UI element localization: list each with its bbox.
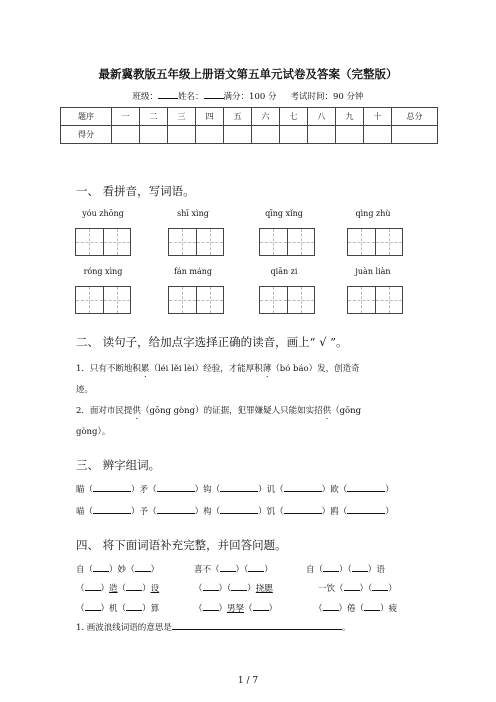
writing-grid[interactable] bbox=[168, 286, 224, 314]
score-cell[interactable] bbox=[140, 126, 168, 144]
char-label: 欧 bbox=[330, 485, 339, 495]
idiom-text: 挠腮 bbox=[255, 584, 273, 594]
question-line bbox=[76, 362, 360, 379]
fill-blank[interactable] bbox=[157, 483, 195, 492]
idiom-text: 一饮 bbox=[318, 584, 336, 594]
section-4-title: 四、 将下面词语补充完整，并回答问题。 bbox=[76, 538, 287, 552]
idiom-item: 自（ ）妙（ ） bbox=[76, 565, 160, 575]
idiom-item: （ ）造（ ）设 bbox=[76, 584, 160, 594]
question-text: （gōng gòng）的证据，犯罪嫌疑人只能如实招 bbox=[140, 406, 323, 416]
idiom-text: 自 bbox=[76, 565, 85, 575]
char-label: 矛 bbox=[139, 485, 149, 495]
char-group-row: 瞄（ ）矛（ ）钩（ ）讥（ ）欧（ ） bbox=[76, 485, 394, 495]
fill-blank[interactable] bbox=[126, 602, 142, 611]
score-header-cell: 七 bbox=[280, 108, 308, 126]
idiom-text: 男孥 bbox=[227, 604, 245, 614]
fill-blank[interactable] bbox=[323, 602, 339, 611]
idiom-item: 一饮（ ）（ ） bbox=[318, 584, 397, 594]
dotted-char: 薄 bbox=[262, 364, 272, 374]
fill-blank[interactable] bbox=[352, 563, 368, 572]
pinyin-label: qīng xǐng bbox=[265, 209, 303, 218]
fill-blank[interactable] bbox=[157, 505, 195, 514]
section-3-title: 三、 辨字组词。 bbox=[76, 458, 161, 472]
fill-blank[interactable] bbox=[85, 602, 101, 611]
score-header-cell: 一 bbox=[112, 108, 140, 126]
score-cell[interactable] bbox=[336, 126, 364, 144]
score-cell[interactable] bbox=[392, 126, 438, 144]
question-line: 1. 画波浪线词语的意思是 。 bbox=[76, 623, 351, 633]
score-cell[interactable] bbox=[364, 126, 392, 144]
pinyin-label: shī xìng bbox=[177, 209, 209, 218]
time-label: 考试时间：90 分钟 bbox=[290, 92, 364, 102]
pinyin-label: róng xìng bbox=[83, 267, 123, 276]
idiom-text: 算 bbox=[150, 604, 160, 614]
idiom-item: （ ）机（ ）算 bbox=[76, 604, 160, 614]
fill-blank[interactable] bbox=[220, 563, 236, 572]
fill-blank[interactable] bbox=[203, 582, 219, 591]
question-text: 1. 画波浪线词语的意思是 bbox=[76, 623, 172, 633]
fill-blank[interactable] bbox=[364, 602, 380, 611]
score-cell[interactable] bbox=[224, 126, 252, 144]
question-line bbox=[76, 404, 361, 421]
char-label: 钩 bbox=[203, 485, 212, 495]
score-header-cell: 十 bbox=[364, 108, 392, 126]
section-2-title: 二、 读句子，给加点字选择正确的读音，画上“ √ ”。 bbox=[76, 335, 348, 349]
idiom-text: 疲 bbox=[388, 604, 398, 614]
char-label: 予 bbox=[139, 507, 149, 517]
fill-blank[interactable] bbox=[85, 582, 101, 591]
score-cell[interactable] bbox=[196, 126, 224, 144]
fill-blank[interactable] bbox=[347, 505, 385, 514]
class-label: 班级： bbox=[132, 92, 159, 102]
fill-blank[interactable] bbox=[323, 563, 339, 572]
score-header-cell: 九 bbox=[336, 108, 364, 126]
idiom-text: 自 bbox=[306, 565, 315, 575]
idiom-item: 喜不（ ）（ ） bbox=[194, 565, 273, 575]
idiom-text: 机 bbox=[109, 604, 118, 614]
score-cell[interactable] bbox=[112, 126, 140, 144]
writing-grid[interactable] bbox=[347, 286, 403, 314]
fill-blank[interactable] bbox=[93, 483, 131, 492]
page-number: 1 / 7 bbox=[237, 676, 259, 686]
score-cell[interactable] bbox=[168, 126, 196, 144]
idiom-text: 设 bbox=[150, 584, 160, 594]
idiom-text: 语 bbox=[376, 565, 385, 575]
score-cell[interactable] bbox=[308, 126, 336, 144]
fill-blank[interactable] bbox=[347, 483, 385, 492]
pinyin-label: juàn liàn bbox=[355, 267, 391, 276]
score-row bbox=[61, 126, 438, 144]
pinyin-label: qìng zhù bbox=[355, 209, 391, 218]
fill-blank[interactable] bbox=[93, 505, 131, 514]
idiom-item: （ ）（ ）挠腮 bbox=[194, 584, 273, 594]
score-cell[interactable] bbox=[280, 126, 308, 144]
char-group-row: 喵（ ）予（ ）构（ ）饥（ ）鸥（ ） bbox=[76, 507, 394, 517]
dotted-char: 累 bbox=[140, 364, 150, 374]
fill-blank[interactable] bbox=[253, 602, 269, 611]
class-blank bbox=[158, 90, 178, 99]
fill-blank[interactable] bbox=[93, 563, 109, 572]
idiom-text: 倦 bbox=[347, 604, 356, 614]
score-label: 满分：100 分 bbox=[223, 92, 277, 102]
char-label: 构 bbox=[203, 507, 212, 517]
score-header-cell: 三 bbox=[168, 108, 196, 126]
question-text: 2．面对市民提 bbox=[76, 406, 133, 416]
question-text: （gōng bbox=[331, 406, 362, 416]
char-label: 讥 bbox=[266, 485, 276, 495]
score-table bbox=[60, 107, 438, 144]
question-line: gòng）。 bbox=[76, 427, 111, 437]
exam-info bbox=[0, 90, 496, 102]
pinyin-label: yóu zhōng bbox=[82, 209, 124, 218]
name-label: 姓名： bbox=[178, 92, 204, 102]
score-cell[interactable] bbox=[252, 126, 280, 144]
fill-blank[interactable] bbox=[203, 602, 219, 611]
section-1-title: 一、 看拼音，写词语。 bbox=[76, 184, 195, 198]
answer-blank[interactable] bbox=[172, 621, 342, 630]
score-header-row bbox=[61, 108, 438, 126]
fill-blank[interactable] bbox=[220, 505, 258, 514]
fill-blank[interactable] bbox=[220, 483, 258, 492]
question-text: 1．只有不断地积 bbox=[76, 364, 141, 374]
idiom-item: 自（ ）（ ）语 bbox=[306, 565, 385, 575]
char-label: 瞄 bbox=[76, 485, 85, 495]
document-title: 最新冀教版五年级上册语文第五单元试卷及答案（完整版） bbox=[98, 67, 398, 81]
idiom-text: 妙 bbox=[117, 565, 127, 575]
question-line: 迹。 bbox=[76, 385, 94, 395]
question-text: （léi lěi lèi）经验，才能厚积 bbox=[149, 364, 263, 374]
fill-blank[interactable] bbox=[135, 563, 151, 572]
score-row-label: 得分 bbox=[61, 126, 112, 144]
writing-grid[interactable] bbox=[347, 228, 403, 256]
pinyin-label: qiān zi bbox=[270, 267, 298, 276]
score-header-cell: 四 bbox=[196, 108, 224, 126]
writing-grid[interactable] bbox=[259, 286, 315, 314]
fill-blank[interactable] bbox=[284, 505, 322, 514]
score-header-cell: 题序 bbox=[61, 108, 112, 126]
char-label: 鸥 bbox=[330, 507, 339, 517]
name-blank bbox=[204, 90, 224, 99]
writing-grid[interactable] bbox=[75, 228, 131, 256]
char-label: 饥 bbox=[266, 507, 276, 517]
score-header-cell: 五 bbox=[224, 108, 252, 126]
fill-blank[interactable] bbox=[344, 582, 360, 591]
idiom-text: 造 bbox=[109, 584, 118, 594]
writing-grid[interactable] bbox=[259, 228, 315, 256]
score-header-cell: 二 bbox=[140, 108, 168, 126]
writing-grid[interactable] bbox=[75, 286, 131, 314]
fill-blank[interactable] bbox=[126, 582, 142, 591]
char-label: 喵 bbox=[76, 507, 85, 517]
idiom-item: （ ）男孥（ ） bbox=[194, 604, 278, 614]
dotted-char: 供 bbox=[132, 406, 141, 416]
fill-blank[interactable] bbox=[284, 483, 322, 492]
dotted-char: 供 bbox=[322, 406, 332, 416]
question-text: （bó báo）发，创造奇 bbox=[271, 364, 360, 374]
idiom-item: （ ）倦（ ）疲 bbox=[314, 604, 398, 614]
score-header-cell: 六 bbox=[252, 108, 280, 126]
score-header-cell: 总分 bbox=[392, 108, 438, 126]
writing-grid[interactable] bbox=[168, 228, 224, 256]
score-header-cell: 八 bbox=[308, 108, 336, 126]
fill-blank[interactable] bbox=[231, 582, 247, 591]
idiom-text: 喜不 bbox=[194, 565, 212, 575]
fill-blank[interactable] bbox=[248, 563, 264, 572]
pinyin-label: fán máng bbox=[173, 267, 213, 276]
fill-blank[interactable] bbox=[372, 582, 388, 591]
